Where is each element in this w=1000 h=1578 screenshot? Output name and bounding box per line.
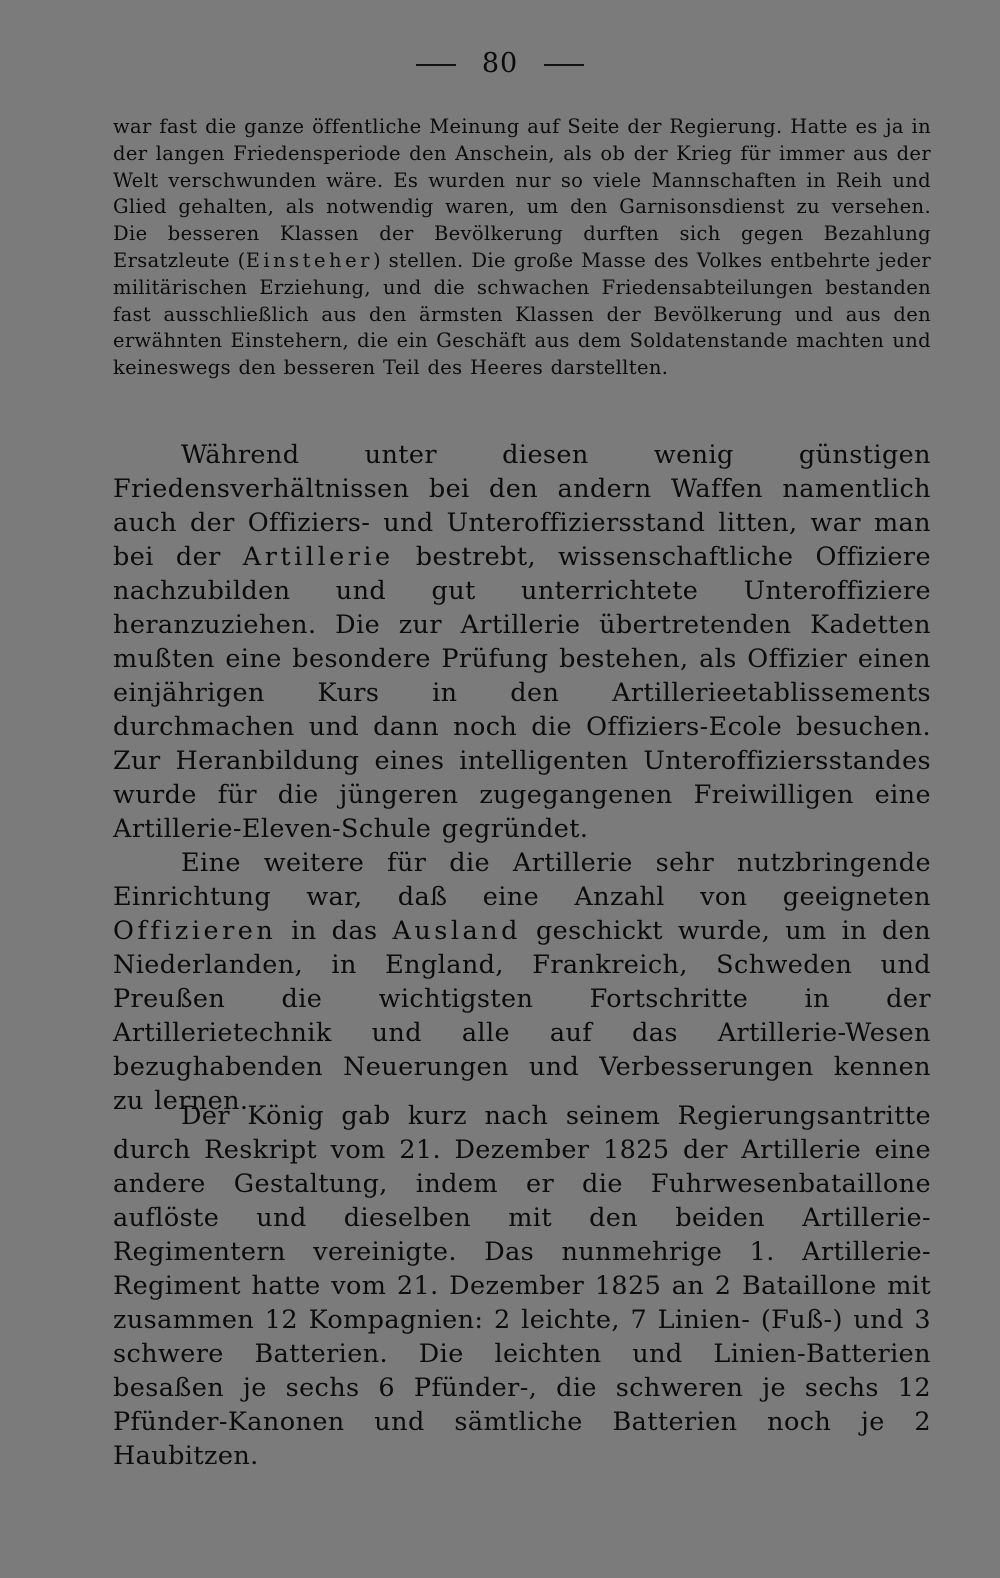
paragraph-1	[113, 114, 931, 382]
paragraph-2-text: Während unter diesen wenig günstigen Friedensverhältnissen bei den andern Waffen namentlich auch der Offiziers- und Unteroffiziersstand litten, war man bei der	[113, 440, 931, 572]
paragraph-4	[113, 1099, 931, 1473]
paragraph-4-text: Der König gab kurz nach seinem Regierungsantritte durch Reskript vom 21. Dezember 1825 der Artillerie eine andere Gestaltung, indem er die Fuhrwesenbataillone auflöste und dieselben mit den beiden Artillerie-Regimentern vereinigte. Das nunmehrige 1. Artillerie-Regiment hatte vom 21. Dezember 1825 an 2 Bataillone mit zusammen 12 Kompagnien: 2 leichte, 7 Linien- (Fuß-) und 3 schwere Batterien. Die leichten und Linien-Batterien besaßen je sechs 6 Pfünder-, die schweren je sechs 12 Pfünder-Kanonen und sämtliche Batterien noch je 2 Haubitzen.	[113, 1101, 931, 1471]
paragraph-3-spaced-word-2: Ausland	[392, 916, 521, 946]
paragraph-1-text: war fast die ganze öffentliche Meinung auf Seite der Regierung. Hatte es ja in der langen Friedensperiode den Anschein, als ob der Krieg für immer aus der Welt verschwunden wäre. Es wurden nur so viele Mannschaften in Reih und Glied gehalten, als notwendig waren, um den Garnisonsdienst zu versehen. Die besseren Klassen der Bevölkerung durften sich gegen Bezahlung Ersatzleute (	[113, 115, 931, 272]
paragraph-1-spaced-word: Einsteher	[245, 248, 373, 272]
paragraph-1-text-after: ) stellen. Die große Masse des Volkes entbehrte jeder militärischen Erziehung, und die schwachen Friedensabteilungen bestanden fast ausschließlich aus den ärmsten Klassen der Bevölkerung und aus den erwähnten Einstehern, die ein Geschäft aus dem Soldatenstande machten und keineswegs den besseren Teil des Heeres darstellten.	[113, 248, 932, 380]
header-dash-right	[544, 64, 584, 66]
paragraph-3-text-after: geschickt wurde, um in den Niederlanden, in England, Frankreich, Schweden und Preußen die wichtigsten Fortschritte in der Artillerietechnik und alle auf das Artillerie-Wesen bezughabenden Neuerungen und Verbesserungen kennen zu lernen.	[113, 916, 931, 1116]
page-header	[0, 48, 1000, 79]
paragraph-2-spaced-word: Artillerie	[242, 542, 394, 572]
paragraph-3-text-middle: in das	[276, 916, 393, 946]
paragraph-3-text: Eine weitere für die Artillerie sehr nutzbringende Einrichtung war, daß eine Anzahl von geeigneten	[113, 848, 931, 912]
paragraph-3-spaced-word-1: Offizieren	[113, 916, 277, 946]
paragraph-2-text-after: bestrebt, wissenschaftliche Offiziere nachzubilden und gut unterrichtete Unteroffiziere heranzuziehen. Die zur Artillerie übertretenden Kadetten mußten eine besondere Prüfung bestehen, als Offizier einen einjährigen Kurs in den Artillerieetablissements durchmachen und dann noch die Offiziers-Ecole besuchen. Zur Heranbildung eines intelligenten Unteroffiziersstandes wurde für die jüngeren zugegangenen Freiwilligen eine Artillerie-Eleven-Schule gegründet.	[113, 542, 931, 844]
paragraph-3	[113, 846, 931, 1118]
paragraph-2	[113, 438, 931, 846]
header-dash-left	[416, 64, 456, 66]
page-number: 80	[481, 48, 519, 79]
